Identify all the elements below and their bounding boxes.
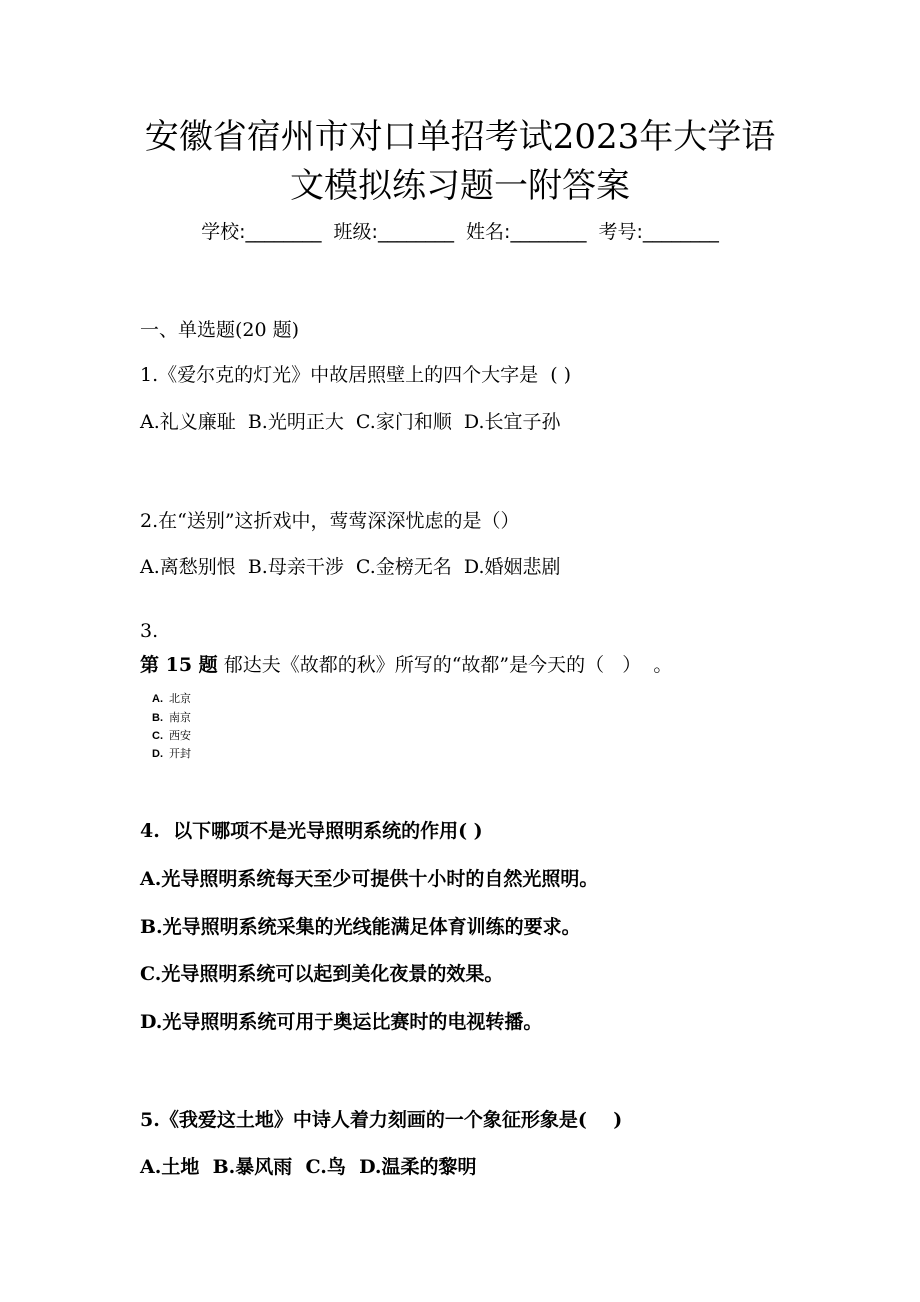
- question-4-option-c: C.光导照明系统可以起到美化夜景的效果。: [140, 963, 504, 985]
- question-1-stem: 1.《爱尔克的灯光》中故居照壁上的四个大字是 ( ): [140, 364, 572, 386]
- question-4-option-a: A.光导照明系统每天至少可提供十小时的自然光照明。: [140, 868, 599, 890]
- section-heading: 一、单选题(20 题): [140, 319, 300, 341]
- question-3-option-c: C. 西安: [152, 729, 191, 742]
- question-3-option-a: A. 北京: [152, 692, 191, 705]
- question-4-option-b: B.光导照明系统采集的光线能满足体育训练的要求。: [140, 916, 581, 938]
- question-3-stem: 郁达夫《故都的秋》所写的“故都”是今天的（ ） 。: [217, 654, 673, 676]
- question-3-number: 3.: [140, 620, 159, 642]
- question-3-option-b: B. 南京: [152, 711, 191, 724]
- question-4-stem: 4. 以下哪项不是光导照明系统的作用( ): [140, 820, 483, 842]
- student-info-line: 学校:________ 班级:________ 姓名:________ 考号:________: [201, 221, 719, 243]
- document-title-line-2: 文模拟练习题一附答案: [290, 166, 630, 206]
- question-3-stem-line: [140, 654, 672, 677]
- question-3-label: 第 15 题: [140, 654, 218, 676]
- question-4-option-d: D.光导照明系统可用于奥运比赛时的电视转播。: [140, 1011, 543, 1033]
- document-title-line-1: 安徽省宿州市对口单招考试2023年大学语: [144, 117, 776, 157]
- question-5-stem: 5.《我爱这土地》中诗人着力刻画的一个象征形象是( ): [140, 1109, 623, 1131]
- question-1-options: A.礼义廉耻 B.光明正大 C.家门和顺 D.长宜子孙: [140, 411, 561, 433]
- question-2-stem: 2.在“送别”这折戏中，莺莺深深忧虑的是（）: [140, 510, 520, 532]
- question-2-options: A.离愁别恨 B.母亲干涉 C.金榜无名 D.婚姻悲剧: [140, 556, 561, 578]
- question-5-options: A.土地 B.暴风雨 C.鸟 D.温柔的黎明: [140, 1156, 477, 1178]
- question-3-option-d: D. 开封: [152, 747, 191, 760]
